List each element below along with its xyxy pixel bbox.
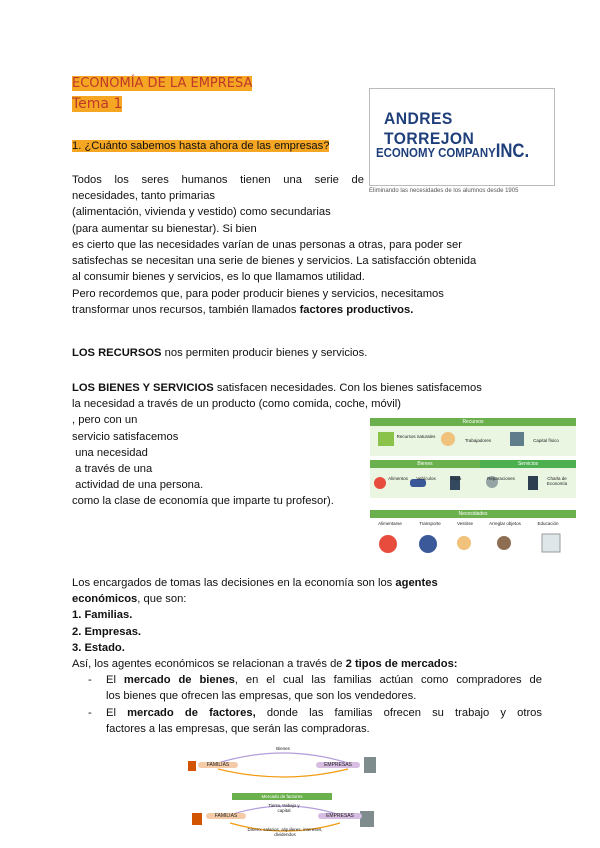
bienes-line: a través de una bbox=[72, 463, 153, 476]
item2-line2: factores a las empresas, que serán las compradoras. bbox=[106, 722, 370, 735]
intro-paragraph-rest bbox=[72, 237, 532, 318]
empresas2-pill: EMPRESAS bbox=[318, 813, 362, 819]
fix-icon bbox=[497, 536, 511, 550]
agentes-post: , que son: bbox=[137, 593, 187, 606]
agente-label: 2. Empresas. bbox=[72, 625, 142, 638]
document-title bbox=[72, 76, 252, 91]
agente-item bbox=[72, 640, 542, 656]
teacher-icon bbox=[528, 476, 538, 490]
nec-label: Vestirse bbox=[456, 521, 473, 526]
family-icon bbox=[192, 813, 202, 825]
bienes-line1 bbox=[72, 380, 542, 396]
document-subtitle bbox=[72, 96, 122, 112]
recurso-label: Trabajadores bbox=[464, 438, 492, 443]
bienes-line2: la necesidad a través de un producto (como comida, coche, móvil) bbox=[72, 398, 401, 411]
mercados-intro bbox=[72, 656, 542, 672]
recursos-paragraph bbox=[72, 345, 532, 361]
bienes-line: una necesidad bbox=[72, 446, 148, 459]
p1-rest-line: satisfechas se necesitan una serie de bienes y servicios. La satisfacción obtenida bbox=[72, 255, 477, 268]
factors-arrow-label: Tierra, trabajo y capital bbox=[268, 803, 300, 813]
empresas-pill: EMPRESAS bbox=[316, 762, 360, 768]
agente-label: 1. Familias. bbox=[72, 609, 133, 622]
nec-label: Transporte bbox=[419, 521, 441, 526]
item1-bold: mercado de bienes bbox=[123, 674, 235, 687]
agente-item bbox=[72, 607, 542, 623]
agentes-paragraph bbox=[72, 575, 542, 737]
subtitle-text: Tema 1 bbox=[72, 96, 123, 112]
item2-rest: donde las familias ofrecen su trabajo y otros bbox=[255, 706, 542, 719]
logo-line1: ANDRES TORREJON bbox=[384, 109, 475, 148]
bs-label: Charla de Economía bbox=[546, 476, 568, 486]
recursos-bold: LOS RECURSOS bbox=[72, 347, 162, 359]
item1-pre: El bbox=[106, 674, 124, 687]
recursos-bar: Recursos bbox=[370, 418, 576, 426]
agentes-bold: agentes bbox=[395, 577, 438, 589]
recurso-label: Capital físico bbox=[533, 438, 559, 443]
bienes-line: , pero con un bbox=[72, 414, 138, 427]
bienes-line: servicio satisfacemos bbox=[72, 430, 179, 443]
bienes-last: como la clase de economía que imparte tu profesor). bbox=[72, 495, 334, 508]
logo-suffix: INC. bbox=[495, 141, 530, 162]
nec-label: Educación bbox=[537, 521, 559, 526]
p2-bold: factores productivos. bbox=[299, 303, 414, 316]
title-text: ECONOMÍA DE LA EMPRESA bbox=[72, 76, 253, 91]
resources-diagram bbox=[370, 418, 576, 558]
necesidades-icons bbox=[370, 528, 576, 558]
company-logo bbox=[369, 88, 555, 186]
dress-icon bbox=[457, 536, 471, 550]
bs-label: Reparaciones bbox=[487, 476, 515, 481]
agentes-bold2: económicos bbox=[72, 593, 138, 606]
mercados-text: Así, los agentes económicos se relacionan a través de bbox=[72, 658, 346, 671]
board-icon bbox=[542, 534, 560, 552]
transport-icon bbox=[419, 535, 437, 553]
p1-rest-line: al consumir bienes y servicios, es lo que llamamos utilidad. bbox=[72, 271, 365, 284]
servicios-bar: Servicios bbox=[480, 460, 576, 468]
intro-paragraph-top bbox=[72, 172, 364, 237]
goods-market-diagram bbox=[188, 745, 378, 785]
p1-line: (alimentación, vivienda y vestido) como secundarias bbox=[72, 206, 331, 219]
section-heading bbox=[72, 138, 362, 154]
worker-icon bbox=[441, 432, 455, 446]
section-heading-text: 1. ¿Cuánto sabemos hasta ahora de las empresas? bbox=[72, 140, 330, 152]
p2-line bbox=[72, 302, 532, 318]
factors-title-bar: Mercado de factores bbox=[232, 793, 332, 800]
p1-line: Todos los seres humanos tienen una serie de bbox=[72, 174, 364, 186]
agentes-text: Los encargados de tomas las decisiones en la economía son los bbox=[72, 577, 396, 589]
company-icon bbox=[364, 757, 376, 773]
familias2-pill: FAMILIAS bbox=[206, 813, 246, 819]
recurso-label: Recursos naturales bbox=[396, 434, 436, 439]
agentes-intro bbox=[72, 575, 542, 591]
item2-pre: El bbox=[106, 706, 128, 719]
bs-label: Vehículos bbox=[416, 476, 436, 481]
machine-icon bbox=[510, 432, 524, 446]
bs-label: Alimentos bbox=[388, 476, 408, 481]
bienes-line: actividad de una persona. bbox=[72, 479, 204, 492]
mercado-factores-item bbox=[72, 705, 542, 737]
p1-rest-line: es cierto que las necesidades varían de unas personas a otras, para poder ser bbox=[72, 239, 462, 251]
bienes-text: satisfacen necesidades. Con los bienes satisfacemos bbox=[213, 382, 482, 394]
logo-line2-text: ECONOMY COMPANY bbox=[376, 145, 496, 160]
agente-label: 3. Estado. bbox=[72, 641, 125, 654]
logo-line2 bbox=[376, 141, 529, 163]
eat-icon bbox=[379, 535, 397, 553]
p1-line: necesidades, tanto primarias bbox=[72, 190, 216, 203]
agentes-intro2 bbox=[72, 591, 542, 607]
mercado-bienes-item bbox=[72, 672, 542, 704]
p1-rest-line: Pero recordemos que, para poder producir bienes y servicios, necesitamos bbox=[72, 287, 444, 300]
company-icon bbox=[360, 811, 374, 827]
family-icon bbox=[188, 761, 196, 771]
bs-label: Ropa bbox=[450, 476, 462, 481]
p2-text: transformar unos recursos, también llamados bbox=[72, 303, 300, 316]
p1-line: (para aumentar su bienestar). Si bien bbox=[72, 222, 257, 235]
mercados-bold: 2 tipos de mercados: bbox=[345, 658, 458, 671]
agente-item bbox=[72, 624, 542, 640]
mercados-list bbox=[72, 672, 542, 737]
factors-caption: Dinero: salarios, alquileres, intereses, dividendos bbox=[247, 827, 323, 837]
recursos-text: nos permiten producir bienes y servicios. bbox=[161, 347, 368, 359]
flow-top-label: Bienes bbox=[276, 746, 290, 751]
bienes-bold: LOS BIENES Y SERVICIOS bbox=[72, 382, 214, 394]
necesidades-bar: Necesidades bbox=[370, 510, 576, 518]
nature-icon bbox=[378, 432, 394, 446]
familias-pill: FAMILIAS bbox=[198, 762, 238, 768]
logo-caption: Eliminando las necesidades de los alumnos desde 1905 bbox=[369, 188, 519, 194]
item1-line2: los bienes que ofrecen las empresas, que son los vendedores. bbox=[106, 690, 417, 703]
bienes-bar: Bienes bbox=[370, 460, 480, 468]
item2-bold: mercado de factores, bbox=[127, 706, 256, 719]
factors-market-diagram bbox=[190, 793, 380, 841]
nec-label: Arreglar objetos bbox=[489, 521, 521, 526]
nec-label: Alimentarse bbox=[378, 521, 402, 526]
item1-rest: , en el cual las familias actúan como compradores de bbox=[234, 674, 542, 687]
